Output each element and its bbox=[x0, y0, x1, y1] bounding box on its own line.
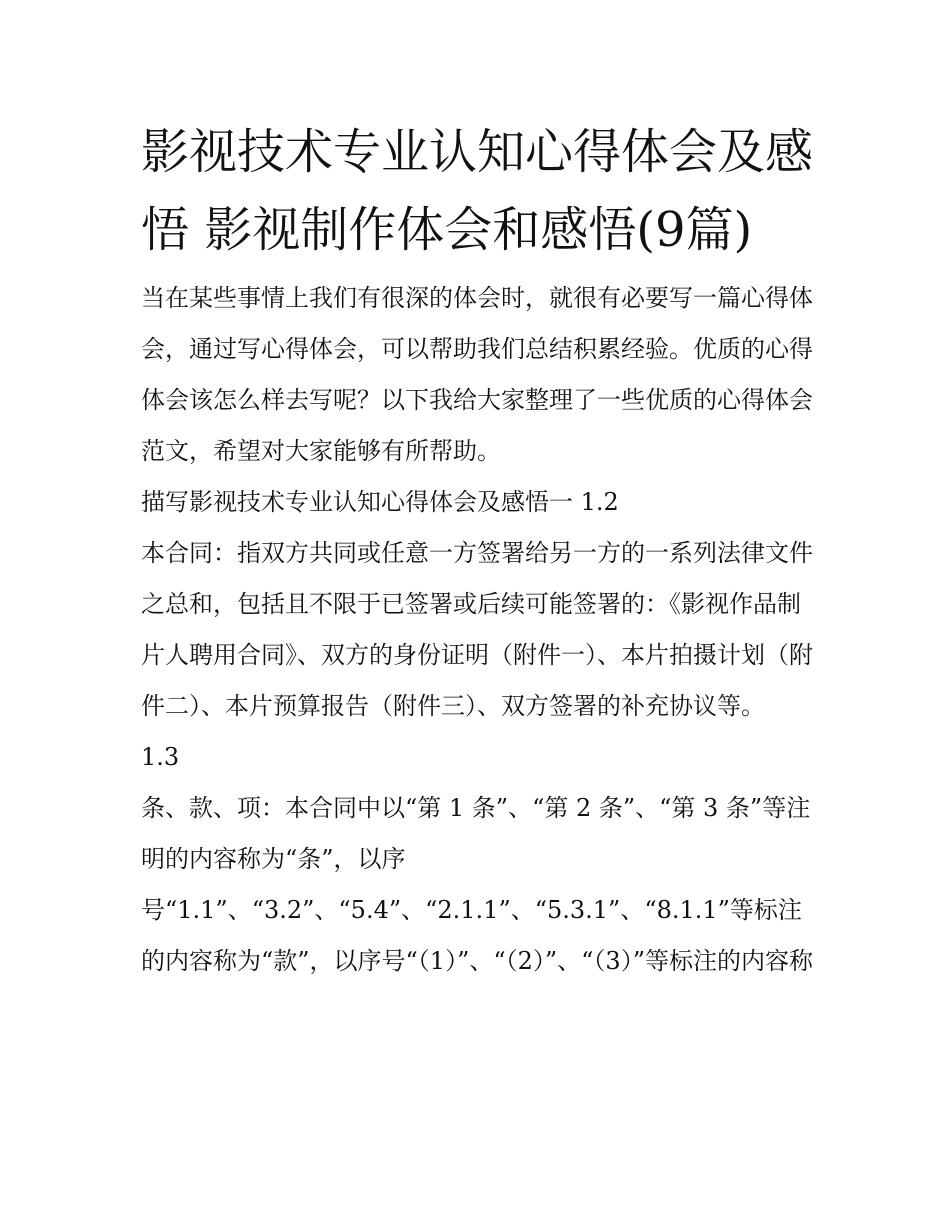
clause-number: 1.3 bbox=[141, 743, 180, 771]
document-title: 影视技术专业认知心得体会及感悟 影视制作体会和感悟(9篇) bbox=[141, 124, 814, 258]
section-heading: 描写影视技术专业认知心得体会及感悟一 1.2 bbox=[141, 488, 619, 516]
document-content bbox=[141, 113, 816, 987]
clause-1-3-continuation: 号“1.1”、“3.2”、“5.4”、“2.1.1”、“5.3.1”、“8.1.1”等标注的内容称为“款”，以序号“（1）”、“（2）”、“（3）”等标注的内容称 bbox=[141, 896, 813, 975]
clause-1-2-paragraph: 本合同：指双方共同或任意一方签署给另一方的一系列法律文件之总和，包括且不限于已签署或后续可能签署的：《影视作品制片人聘用合同》、双方的身份证明（附件一）、本片拍摄计划（附件二）、本片预算报告（附件三）、双方签署的补充协议等。 bbox=[141, 539, 813, 720]
clause-1-3-paragraph: 条、款、项：本合同中以“第 1 条”、“第 2 条”、“第 3 条”等注明的内容称为“条”，以序 bbox=[141, 794, 811, 873]
intro-paragraph: 当在某些事情上我们有很深的体会时，就很有必要写一篇心得体会，通过写心得体会，可以帮助我们总结积累经验。优质的心得体会该怎么样去写呢？以下我给大家整理了一些优质的心得体会范文，希望对大家能够有所帮助。 bbox=[141, 284, 813, 465]
